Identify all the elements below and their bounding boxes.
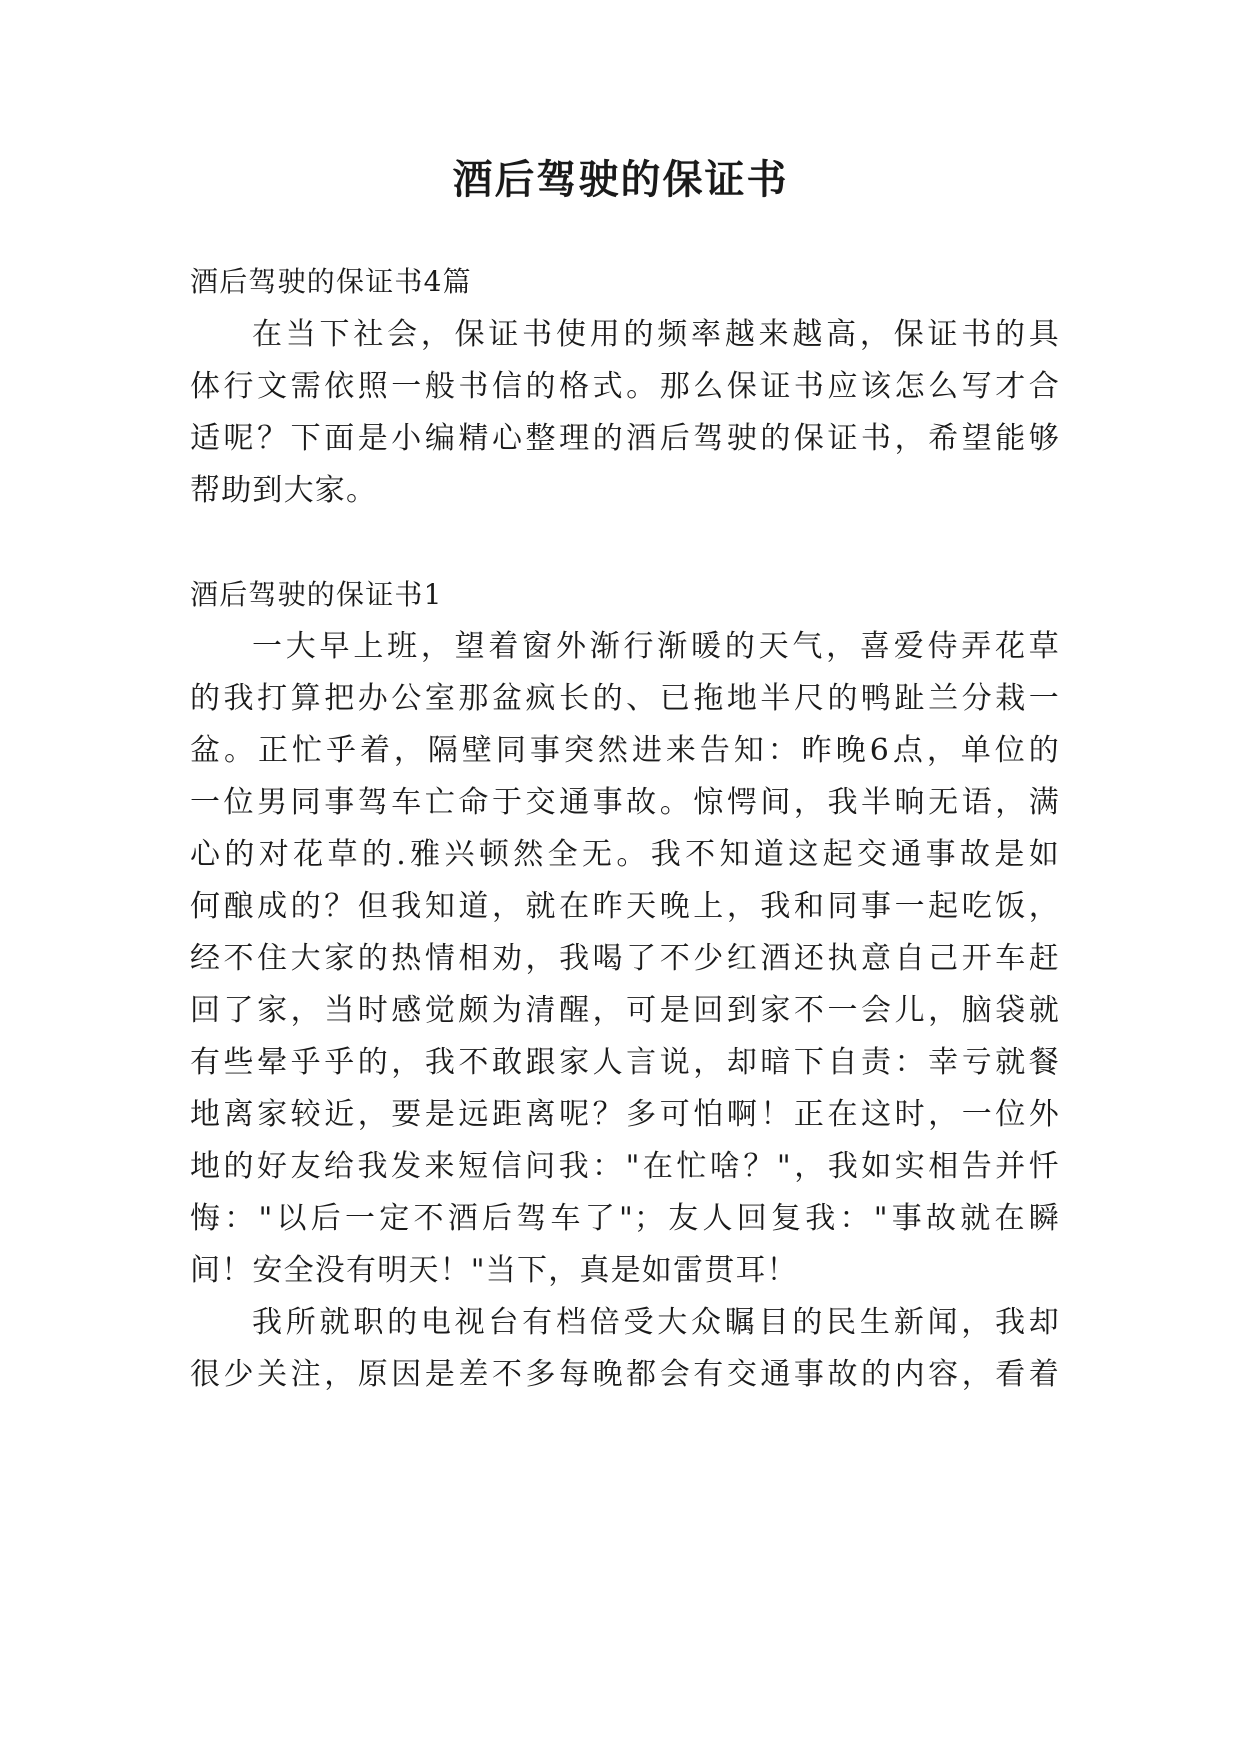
section-1-para-1-line: 一位男同事驾车亡命于交通事故。惊愕间，我半晌无语，满: [190, 785, 1060, 820]
intro-line-3: 适呢？下面是小编精心整理的酒后驾驶的保证书，希望能够: [190, 421, 1060, 456]
document-title: 酒后驾驶的保证书: [452, 156, 789, 203]
section-1-para-1-line: 悔："以后一定不酒后驾车了"；友人回复我："事故就在瞬: [190, 1201, 1060, 1236]
section-1-para-1-line: 的我打算把办公室那盆疯长的、已拖地半尺的鸭趾兰分栽一: [190, 681, 1060, 716]
section-1-para-2-line: 很少关注，原因是差不多每晚都会有交通事故的内容，看着: [190, 1357, 1060, 1392]
section-1-para-1-line: 何酿成的？但我知道，就在昨天晚上，我和同事一起吃饭，: [190, 889, 1060, 924]
section-1-para-1-line: 一大早上班，望着窗外渐行渐暖的天气，喜爱侍弄花草: [252, 629, 1060, 664]
section-1-para-1-line: 心的对花草的.雅兴顿然全无。我不知道这起交通事故是如: [190, 837, 1060, 872]
intro-line-1: 在当下社会，保证书使用的频率越来越高，保证书的具: [252, 317, 1060, 352]
section-1-para-1-line: 地的好友给我发来短信问我："在忙啥？"，我如实相告并忏: [190, 1149, 1060, 1184]
section-1-para-2-line: 我所就职的电视台有档倍受大众瞩目的民生新闻，我却: [252, 1305, 1060, 1340]
section-1-para-1-line: 回了家，当时感觉颇为清醒，可是回到家不一会儿，脑袋就: [190, 993, 1060, 1028]
intro-line-2: 体行文需依照一般书信的格式。那么保证书应该怎么写才合: [190, 369, 1060, 404]
section-1-para-1-line: 地离家较近，要是远距离呢？多可怕啊！正在这时，一位外: [190, 1097, 1060, 1132]
section-1-para-1-line: 经不住大家的热情相劝，我喝了不少红酒还执意自己开车赶: [190, 941, 1060, 976]
subtitle: 酒后驾驶的保证书4篇: [190, 265, 472, 298]
intro-line-4: 帮助到大家。: [190, 473, 378, 508]
section-1-heading: 酒后驾驶的保证书1: [190, 578, 443, 611]
section-1-para-1-line: 盆。正忙乎着，隔壁同事突然进来告知：昨晚6点，单位的: [190, 733, 1060, 768]
section-1-para-1-line: 间！安全没有明天！"当下，真是如雷贯耳！: [190, 1253, 798, 1288]
section-1-para-1-line: 有些晕乎乎的，我不敢跟家人言说，却暗下自责：幸亏就餐: [190, 1045, 1060, 1080]
